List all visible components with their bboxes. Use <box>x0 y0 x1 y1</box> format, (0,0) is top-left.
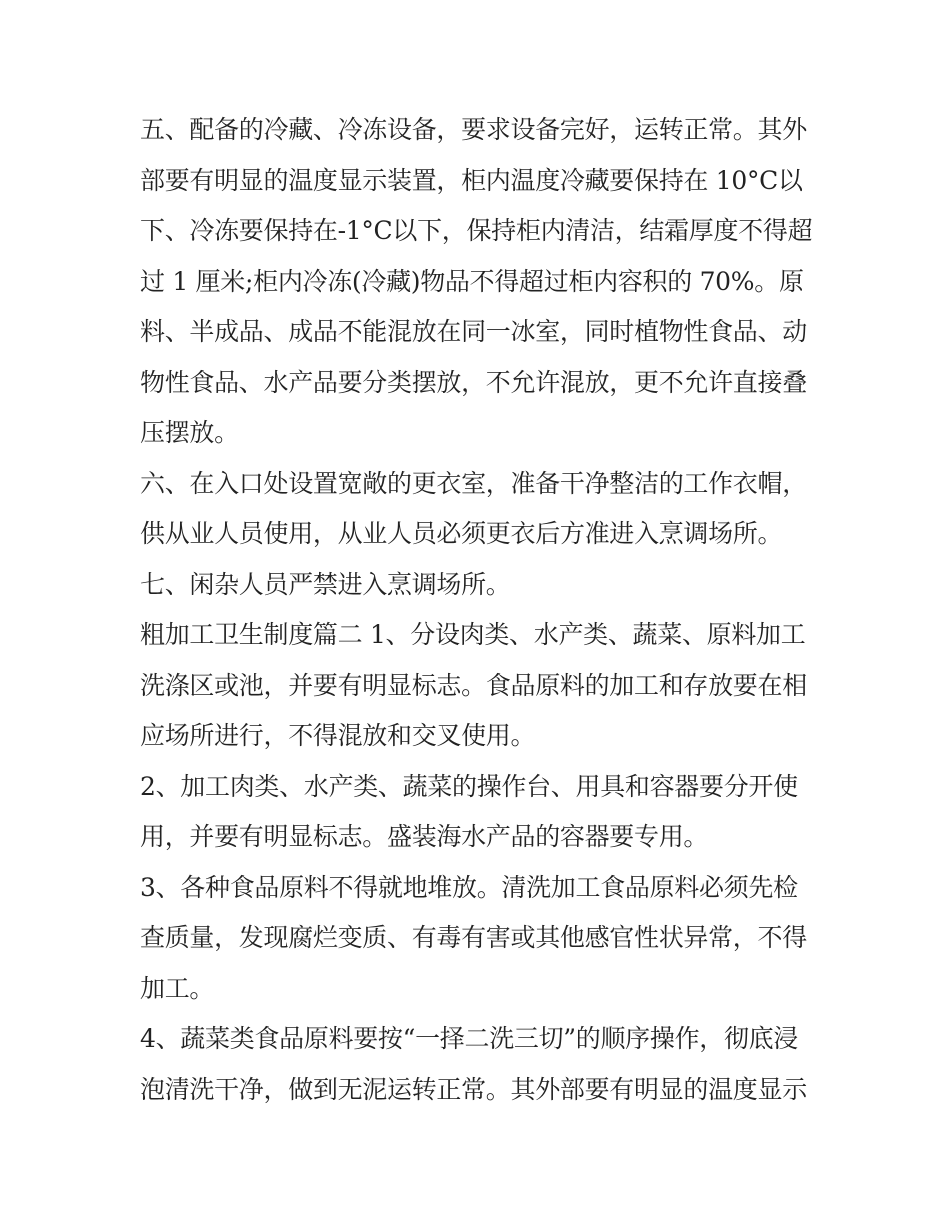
text-line: 查质量，发现腐烂变质、有毒有害或其他感官性状异常，不得 <box>140 923 807 952</box>
text-line: 粗加工卫生制度篇二 1、分设肉类、水产类、蔬菜、原料加工 <box>140 620 806 649</box>
text-line: 物性食品、水产品要分类摆放，不允许混放，更不允许直接叠 <box>140 367 807 397</box>
text-line: 加工。 <box>140 973 215 1003</box>
text-line: 过 1 厘米;柜内冷冻(冷藏)物品不得超过柜内容积的 70%。原 <box>140 266 804 296</box>
text-line: 洗涤区或池，并要有明显标志。食品原料的加工和存放要在相 <box>140 670 807 700</box>
text-line: 泡清洗干净，做到无泥运转正常。其外部要有明显的温度显示 <box>140 1074 807 1104</box>
text-line: 六、在入口处设置宽敞的更衣室，准备干净整洁的工作衣帽， <box>140 468 807 498</box>
text-line: 料、半成品、成品不能混放在同一冰室，同时植物性食品、动 <box>140 317 807 346</box>
text-line: 用，并要有明显标志。盛装海水产品的容器要专用。 <box>140 822 709 851</box>
text-line: 七、闲杂人员严禁进入烹调场所。 <box>140 569 511 599</box>
text-line: 部要有明显的温度显示装置，柜内温度冷藏要保持在 10°C以 <box>140 165 803 195</box>
text-line: 2、加工肉类、水产类、蔬菜的操作台、用具和容器要分开使 <box>140 771 798 801</box>
text-line: 供从业人员使用，从业人员必须更衣后方准进入烹调场所。 <box>140 519 783 548</box>
text-line: 下、冷冻要保持在-1°C以下，保持柜内清洁，结霜厚度不得超 <box>140 216 813 245</box>
text-line: 4、蔬菜类食品原料要按“一择二洗三切”的顺序操作，彻底浸 <box>140 1024 799 1053</box>
text-line: 压摆放。 <box>140 418 239 447</box>
text-line: 应场所进行，不得混放和交叉使用。 <box>140 721 536 750</box>
document-body <box>140 105 830 1115</box>
text-line: 3、各种食品原料不得就地堆放。清洗加工食品原料必须先检 <box>140 872 798 902</box>
text-line: 五、配备的冷藏、冷冻设备，要求设备完好，运转正常。其外 <box>140 115 807 144</box>
